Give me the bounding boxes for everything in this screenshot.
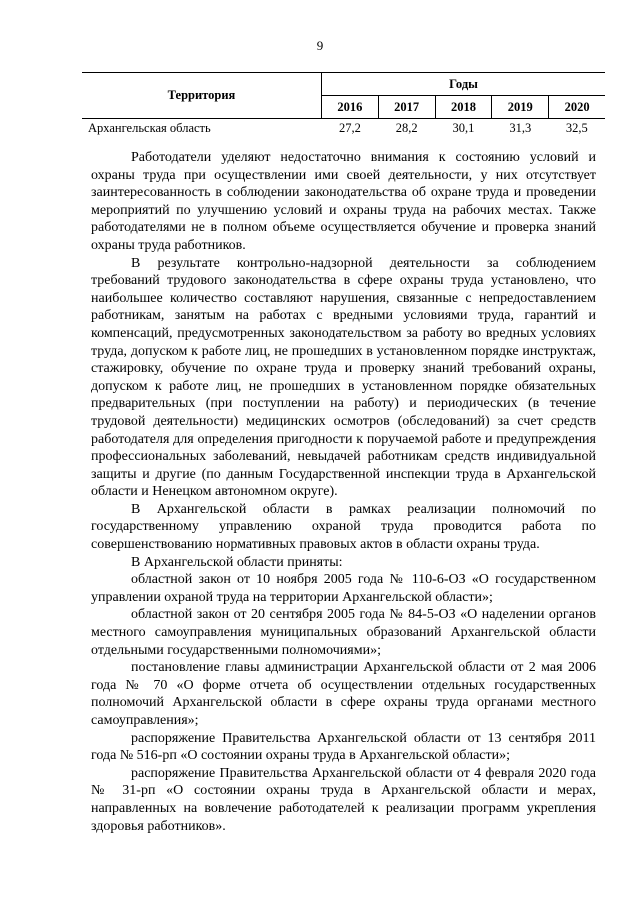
paragraph: областной закон от 10 ноября 2005 года № 110-6-ОЗ «О государственном управлении охраной труда на территории Архангельской области»; [91,572,596,605]
paragraph: распоряжение Правительства Архангельской области от 13 сентября 2011 года № 516-рп «О состоянии охраны труда в Архангельской области»; [91,730,596,764]
row-value: 32,5 [565,120,588,135]
paragraph: В Архангельской области приняты: [131,554,343,570]
row-value: 31,3 [509,120,532,135]
header-territory: Территория [82,73,321,119]
data-table [82,72,605,137]
paragraph: постановление главы администрации Архангельской области от 2 мая 2006 года № 70 «О форме отчета об осуществлении отдельных государственных полномочий Архангельской области в сфере охраны труда органами местного самоуправления»; [91,660,596,728]
paragraph: областной закон от 20 сентября 2005 года № 84-5-ОЗ «О наделении органов местного самоуправления муниципальных образований Архангельской области отдельными государственными полномочиями»; [91,607,596,658]
row-value: 28,2 [395,120,418,135]
body-text [91,149,596,835]
row-value: 30,1 [452,120,475,135]
paragraph: Работодатели уделяют недостаточно внимания к состоянию условий и охраны труда при осуществлении ими своей деятельности, у них отсутствует заинтересованность в соблюдении законодательства об охране труда и проведении мероприятий по улучшению условий и охраны труда на рабочих местах. Также работодателями не в полном объеме осуществляется обучение и проверка знаний охраны труда работников. [91,150,596,253]
year-header: 2017 [378,96,435,119]
year-header: 2016 [321,96,378,119]
page-number: 9 [316,38,324,53]
year-header: 2020 [549,96,605,119]
paragraph: В результате контрольно-надзорной деятельности за соблюдением требований трудового законодательства в сфере охраны труда установлено, что наибольшее количество составляют нарушения, связанные с непредоставлением работникам, занятым на работах с вредными условиями труда, гарантий и компенсаций, предусмотренных законодательством за работу во вредных условиях труда, допуском к работе лиц, не прошедших в установленном порядке инструктаж, стажировку, обучение по охране труда и проверку знаний требований охраны, допуском к работе лиц, не прошедших в установленном порядке обязательных предварительных (при поступлении на работу) и периодических (в течение трудовой деятельности) медицинских осмотров (обследований) за счет средств работодателя для определения пригодности к поручаемой работе и предупреждения профессиональных заболеваний, невыдачей работникам средств индивидуальной защиты и другие (по данным Государственной инспекции труда в Архангельской области и Ненецком автономном округе). [91,255,596,500]
paragraph: распоряжение Правительства Архангельской области от 4 февраля 2020 года № 31-рп «О состоянии охраны труда в Архангельской области и мерах, направленных на вовлечение работодателей к реализации программ укрепления здоровья работников». [91,765,596,834]
year-header: 2019 [492,96,549,119]
table-header-row [82,73,605,96]
table-row [82,119,605,138]
paragraph: В Архангельской области в рамках реализации полномочий по государственному управлению охраной труда проводится работа по совершенствованию нормативных правовых актов в области охраны труда. [91,501,596,553]
row-value: 27,2 [338,120,361,135]
row-name: Архангельская область [88,120,211,135]
year-header: 2018 [435,96,492,119]
header-years: Годы [321,73,605,96]
